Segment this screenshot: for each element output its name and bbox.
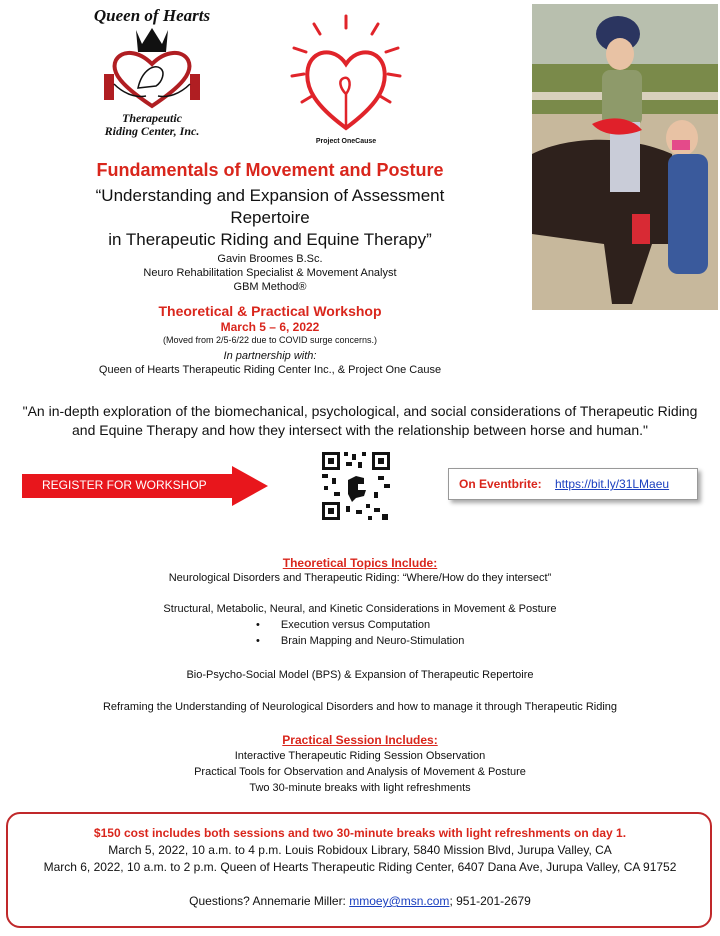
project-one-cause-logo [286,10,406,160]
register-button[interactable] [20,466,270,506]
logo-subtitle [88,112,216,138]
questions-prefix: Questions? Annemarie Miller: [189,894,350,908]
presenter-method: GBM Method® [233,281,307,293]
subtitle-line-2: in Therapeutic Riding and Equine Therapy” [108,230,432,249]
presenter-role: Neuro Rehabilitation Specialist & Movement Analyst [143,267,397,279]
questions-contact [10,894,710,908]
heart-rays-icon [286,10,406,138]
qr-code-icon [320,450,392,522]
practical-heading [60,733,660,748]
logo-line-riding-center: Riding Center, Inc. [104,124,200,138]
eventbrite-label: On Eventbrite: [459,477,542,491]
description-quote: "An in-depth exploration of the biomechanical, psychological, and social considerations of Therapeutic Riding and Equine Therapy and how they intersect with the relationship between horse and human." [22,403,698,438]
cost-headline: $150 cost includes both sessions and two 30-minute breaks with light refreshments on day 1. [93,826,627,840]
contact-email-link[interactable]: mmoey@msn.com [349,894,450,908]
bullet-dot-icon: • [256,619,260,631]
register-button-label: REGISTER FOR WORKSHOP [42,478,207,492]
qr-code[interactable] [320,450,392,522]
practical-item-3: Two 30-minute breaks with light refreshments [249,782,471,794]
bullet-text: Execution versus Computation [280,619,431,631]
queen-of-hearts-logo [88,2,216,150]
theoretical-item-4: Reframing the Understanding of Neurological Disorders and how to manage it through Therapeutic Riding [102,701,618,713]
moved-note: (Moved from 2/5-6/22 due to COVID surge concerns.) [162,335,378,345]
logo-title: Queen of Hearts [93,6,211,25]
logo-line-therapeutic: Therapeutic [122,111,182,125]
partnership-label: In partnership with: [223,350,317,362]
day1-details: March 5, 2022, 10 a.m. to 4 p.m. Louis Robidoux Library, 5840 Mission Blvd, Jurupa Valley, CA [108,843,612,857]
theoretical-heading-text: Theoretical Topics Include: [282,556,438,570]
theoretical-item-2: Structural, Metabolic, Neural, and Kinetic Considerations in Movement & Posture [163,603,557,615]
partnership-info [60,349,480,377]
subtitle-line-1: “Understanding and Expansion of Assessment Repertoire [95,186,445,227]
contact-phone: ; 951-201-2679 [449,894,531,908]
day2-details: March 6, 2022, 10 a.m. to 2 p.m. Queen of Hearts Therapeutic Riding Center, 6407 Dana Ave, Jurupa Valley, CA 91752 [43,860,677,874]
workshop-title: Theoretical & Practical Workshop [158,303,382,319]
eventbrite-box [448,468,698,500]
poc-caption: Project OneCause [315,138,377,145]
practical-heading-text: Practical Session Includes: [282,733,438,747]
bullet-brain-mapping [256,635,464,647]
crown-heart-horse-icon [102,24,202,114]
therapeutic-riding-photo [532,4,718,310]
bullet-execution [256,619,430,631]
event-subtitle [60,185,480,251]
theoretical-item-3: Bio-Psycho-Social Model (BPS) & Expansion of Therapeutic Repertoire [186,669,534,681]
theoretical-heading [60,556,660,571]
event-title: Fundamentals of Movement and Posture [96,160,444,180]
practical-item-1: Interactive Therapeutic Riding Session Observation [234,750,486,762]
practical-item-2: Practical Tools for Observation and Analysis of Movement & Posture [194,766,526,778]
presenter-info [80,252,460,294]
bullet-text: Brain Mapping and Neuro-Stimulation [280,635,465,647]
partners-text: Queen of Hearts Therapeutic Riding Center Inc., & Project One Cause [98,364,442,376]
theoretical-item-1: Neurological Disorders and Therapeutic Riding: “Where/How do they intersect” [168,572,552,584]
presenter-name: Gavin Broomes B.Sc. [217,253,323,265]
bullet-dot-icon: • [256,635,260,647]
eventbrite-link[interactable]: https://bit.ly/31LMaeu [555,477,670,491]
rider-photo [532,4,718,310]
workshop-dates: March 5 – 6, 2022 [220,320,320,334]
